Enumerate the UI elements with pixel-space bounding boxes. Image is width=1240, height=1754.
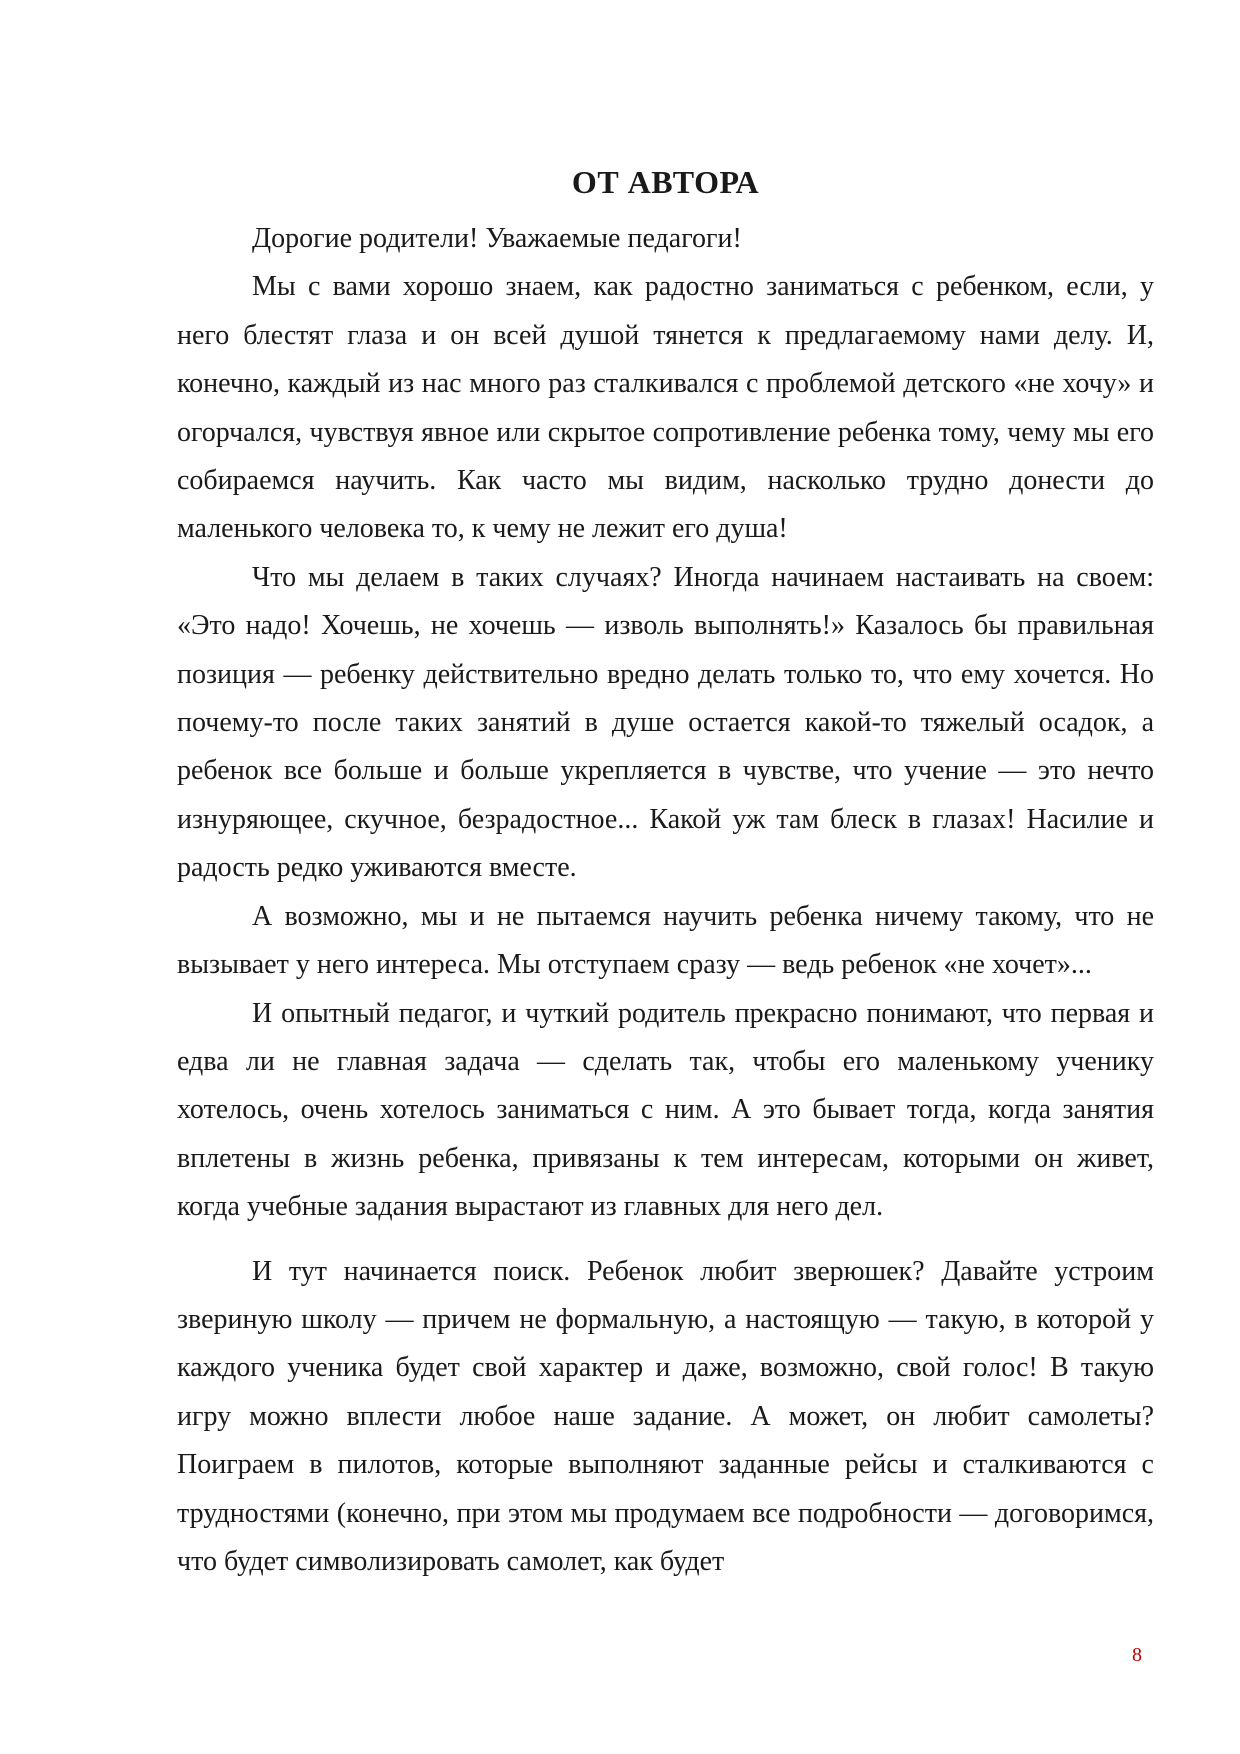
- paragraph: И тут начинается поиск. Ребенок любит зверюшек? Давайте устроим звериную школу — причем не формальную, а настоящую — такую, в которой у каждого ученика будет свой характер и даже, возможно, свой голос! В такую игру можно вплести любое наше задание. А может, он любит самолеты? Поиграем в пилотов, которые выполняют заданные рейсы и сталкиваются с трудностями (конечно, при этом мы продумаем все подробности — договоримся, что будет символизировать самолет, как будет: [177, 1255, 1154, 1577]
- document-page: [177, 160, 1154, 1586]
- paragraph: А возможно, мы и не пытаемся научить ребенка ничему такому, что не вызывает у него интереса. Мы отступаем сразу — ведь ребенок «не хочет»...: [177, 900, 1154, 981]
- page-number: 8: [1132, 1644, 1142, 1666]
- paragraph-greeting: Дорогие родители! Уважаемые педагоги!: [252, 223, 742, 254]
- paragraph: И опытный педагог, и чуткий родитель прекрасно понимают, что первая и едва ли не главная задача — сделать так, чтобы его маленькому ученику хотелось, очень хотелось заниматься с ним. А это бывает тогда, когда занятия вплетены в жизнь ребенка, привязаны к тем интересам, которыми он живет, когда учебные задания вырастают из главных для него дел.: [177, 997, 1154, 1223]
- page-title: ОТ АВТОРА: [571, 164, 760, 200]
- paragraph: Что мы делаем в таких случаях? Иногда начинаем настаивать на своем: «Это надо! Хочешь, не хочешь — изволь выполнять!» Казалось бы правильная позиция — ребенку действительно вредно делать только то, что ему хочется. Но почему-то после таких занятий в душе остается какой-то тяжелый осадок, а ребенок все больше и больше укрепляется в чувстве, что учение — это нечто изнуряющее, скучное, безрадостное... Какой уж там блеск в глазах! Насилие и радость редко уживаются вместе.: [177, 561, 1154, 884]
- paragraph: Мы с вами хорошо знаем, как радостно заниматься с ребенком, если, у него блестят глаза и он всей душой тянется к предлагаемому нами делу. И, конечно, каждый из нас много раз сталкивался с проблемой детского «не хочу» и огорчался, чувствуя явное или скрытое сопротивление ребенка тому, чему мы его собираемся научить. Как часто мы видим, насколько трудно донести до маленького человека то, к чему не лежит его душа!: [177, 271, 1154, 545]
